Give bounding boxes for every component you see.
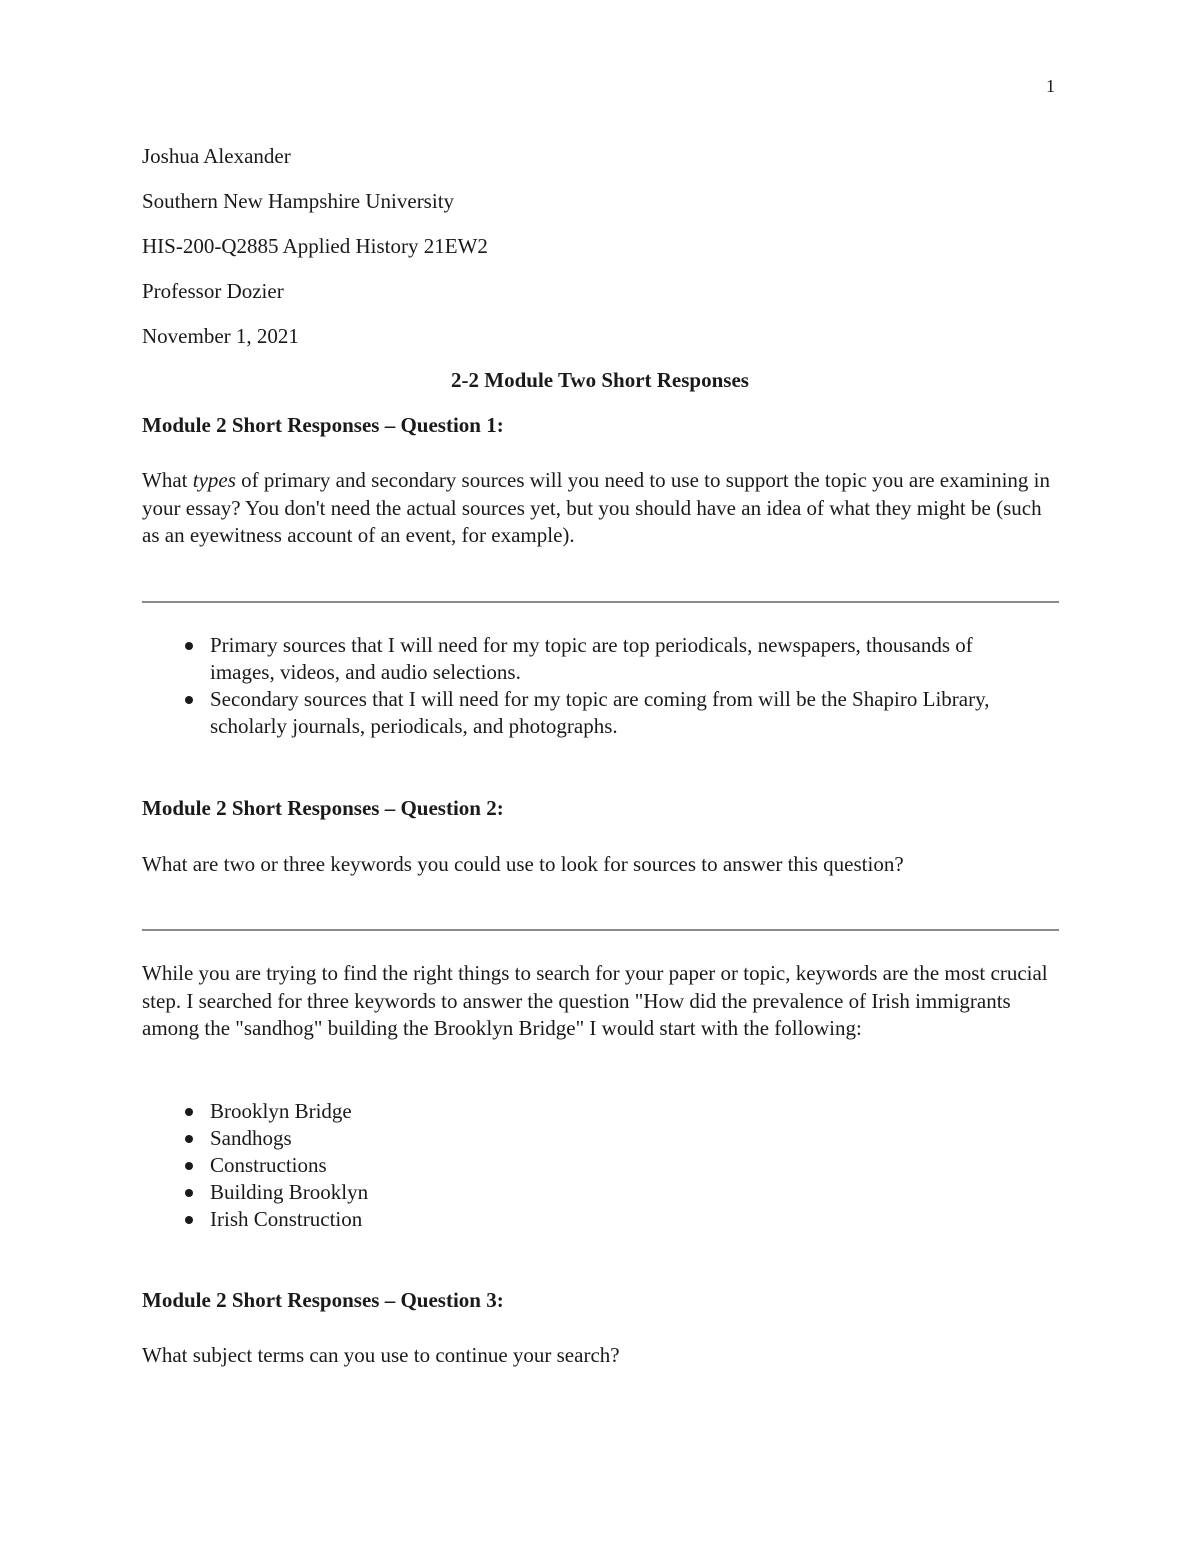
course-name: HIS-200-Q2885 Applied History 21EW2 <box>142 234 488 258</box>
institution-name: Southern New Hampshire University <box>142 189 455 213</box>
list-item <box>142 1125 1042 1152</box>
question-1-answer-list <box>142 632 1042 740</box>
question-1-prompt-rest: of primary and secondary sources will you need to use to support the topic you are examining in your essay? You don't need the actual sources yet, but you should have an idea of what they might be (such as an eyewitness account of an event, for example). <box>142 468 1051 547</box>
keyword-list <box>142 1098 1042 1233</box>
professor-name: Professor Dozier <box>142 279 284 303</box>
list-item-text: Building Brooklyn <box>210 1180 369 1204</box>
page-title: 2-2 Module Two Short Responses <box>451 368 749 392</box>
question-2-answer: While you are trying to find the right things to search for your paper or topic, keywords are the most crucial step. I searched for three keywords to answer the question "How did the prevalence of Irish immigrants among the "sandhog" building the Brooklyn Bridge" I would start with the following: <box>142 961 1048 1040</box>
document-date: November 1, 2021 <box>142 324 299 348</box>
question-3-prompt: What subject terms can you use to continue your search? <box>142 1343 620 1367</box>
page-number: 1 <box>1046 76 1055 96</box>
question-2-divider <box>142 929 1059 931</box>
list-item-text: Primary sources that I will need for my topic are top periodicals, newspapers, thousands of images, videos, and audio selections. <box>210 633 973 684</box>
list-item-text: Constructions <box>210 1153 327 1177</box>
list-item-text: Irish Construction <box>210 1207 363 1231</box>
list-item <box>142 1206 1042 1233</box>
bullet-icon <box>185 1108 193 1116</box>
list-item-text: Secondary sources that I will need for my topic are coming from will be the Shapiro Library, scholarly journals, periodicals, and photographs. <box>210 687 990 738</box>
bullet-icon <box>185 1135 193 1143</box>
bullet-icon <box>185 642 193 650</box>
list-item-text: Brooklyn Bridge <box>210 1099 352 1123</box>
list-item-text: Sandhogs <box>210 1126 292 1150</box>
question-2-heading: Module 2 Short Responses – Question 2: <box>142 796 504 820</box>
bullet-icon <box>185 696 193 704</box>
list-item <box>142 1152 1042 1179</box>
question-1-prompt-start: What <box>142 468 193 492</box>
author-name: Joshua Alexander <box>142 144 291 168</box>
question-1-prompt <box>142 467 1062 550</box>
question-2-prompt: What are two or three keywords you could use to look for sources to answer this question? <box>142 852 904 876</box>
question-1-heading: Module 2 Short Responses – Question 1: <box>142 413 504 437</box>
bullet-icon <box>185 1189 193 1197</box>
question-1-prompt-italic: types <box>192 468 236 492</box>
bullet-icon <box>185 1216 193 1224</box>
list-item <box>142 686 1042 740</box>
list-item <box>142 632 1042 686</box>
bullet-icon <box>185 1162 193 1170</box>
question-1-divider <box>142 601 1059 603</box>
list-item <box>142 1098 1042 1125</box>
question-3-heading: Module 2 Short Responses – Question 3: <box>142 1288 504 1312</box>
list-item <box>142 1179 1042 1206</box>
